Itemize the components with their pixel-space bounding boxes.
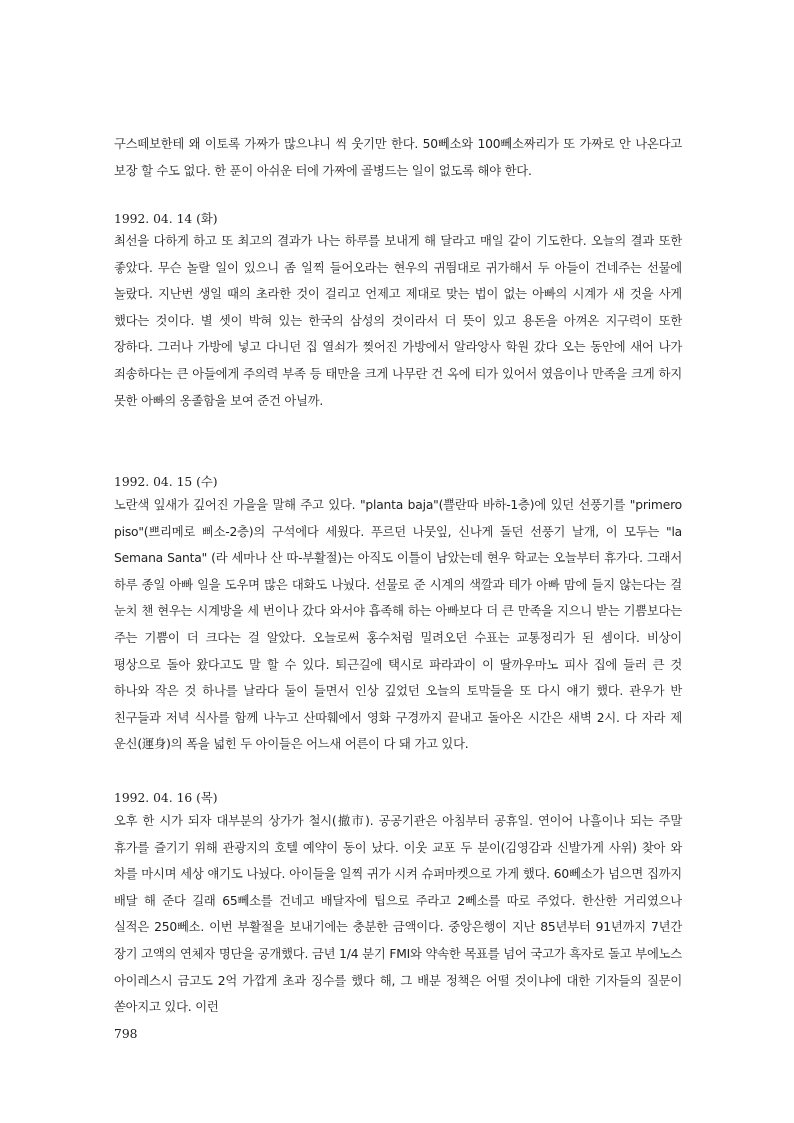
- page-number: 798: [114, 1027, 138, 1041]
- entry-date: 1992. 04. 15 (수): [114, 475, 218, 489]
- entry-text: 오후 한 시가 되자 대부분의 상가가 철시(撤市). 공공기관은 아침부터 공휴일. 연이어 나흘이나 되는 주말 휴가를 즐기기 위해 관광지의 호텔 예약이 동이 났다. 이웃 교포 두 분이(김영감과 신발가게 사위) 찾아 와 차를 마시며 세상 얘기도 나눴다. 아이들을 일찍 귀가 시켜 슈퍼마켓으로 가게 했다. 60뻬소가 넘으면 집까지 배달 해 준다 길래 65뻬소를 건네고 배달자에 팁으로 주라고 2뻬소를 따로 주었다. 한산한 거리였으나 실적은 250뻬소. 이번 부활절을 보내기에는 충분한 금액이다. 중앙은행이 지난 85년부터 91년까지 7년간 장기 고액의 연체자 명단을 공개했다. 금년 1/4 분기 FMI와 약속한 목표를 넘어 국고가 흑자로 돌고 부에노스 아이레스시 금고도 2억 가깝게 초과 징수를 했다 해, 그 배분 정책은 어떨 것이냐에 대한 기자들의 질문이 쏟아지고 있다. 이런: [114, 814, 682, 1015]
- entry-text: 최선을 다하게 하고 또 최고의 결과가 나는 하루를 보내게 해 달라고 매일 같이 기도한다. 오늘의 결과 또한 좋았다. 무슨 놀랄 일이 있으니 좀 일찍 들어오라는 현우의 귀띔대로 귀가해서 두 아들이 건네주는 선물에 놀랐다. 지난번 생일 때의 초라한 것이 걸리고 언제고 제대로 맞는 법이 없는 아빠의 시계가 새 것을 사게 했다는 것이다. 별 셋이 박혀 있는 한국의 삼성의 것이라서 더 뜻이 있고 용돈을 아껴온 지구력이 또한 장하다. 그러나 가방에 넣고 다니던 집 열쇠가 찢어진 가방에서 알라앙사 학원 갔다 오는 동안에 새어 나가 죄송하다는 큰 아들에게 주의력 부족 등 태만을 크게 나무란 건 옥에 티가 있어서 였음이나 만족을 크게 하지 못한 아빠의 옹졸함을 보여 준건 아닐까.: [114, 234, 682, 408]
- entry-date: 1992. 04. 14 (화): [114, 212, 218, 226]
- entry-date: 1992. 04. 16 (목): [114, 791, 218, 805]
- entry-text: 노란색 잎새가 깊어진 가을을 말해 주고 있다. "planta baja"(쁠란따 바하-1층)에 있던 선풍기를 "primero piso"(쁘리메로 삐소-2층)의 구석에다 세웠다. 푸르던 나뭇잎, 신나게 돌던 선풍기 날개, 이 모두는 "la Semana Santa" (라 세마나 산 따-부활절)는 아직도 이틀이 남았는데 현우 학교는 오늘부터 휴가다. 그래서 하루 종일 아빠 일을 도우며 많은 대화도 나눴다. 선물로 준 시계의 색깔과 테가 아빠 맘에 들지 않는다는 걸 눈치 챈 현우는 시계방을 세 번이나 갔다 와서야 흡족해 하는 아빠보다 더 큰 만족을 지으니 받는 기쁨보다는 주는 기쁨이 더 크다는 걸 알았다. 오늘로써 홍수처럼 밀려오던 수표는 교통정리가 된 셈이다. 비상이 평상으로 돌아 왔다고도 말 할 수 있다. 퇴근길에 택시로 파라과이 이 딸까우마노 피사 집에 들러 큰 것 하나와 작은 것 하나를 날라다 둘이 들면서 인상 깊었던 오늘의 토막들을 또 다시 얘기 했다. 관우가 반 친구들과 저녁 식사를 함께 나누고 산따훼에서 영화 구경까지 끝내고 돌아온 시간은 새벽 2시. 다 자라 제 운신(運身)의 폭을 넓힌 두 아이들은 어느새 어른이 다 돼 가고 있다.: [114, 498, 682, 752]
- intro-paragraph: 구스떼보한테 왜 이토록 가짜가 많으냐니 씩 웃기만 한다. 50뻬소와 100뻬소짜리가 또 가짜로 안 나온다고 보장 할 수도 없다. 한 푼이 아쉬운 터에 가짜에 골병드는 일이 없도록 해야 한다.: [114, 137, 682, 178]
